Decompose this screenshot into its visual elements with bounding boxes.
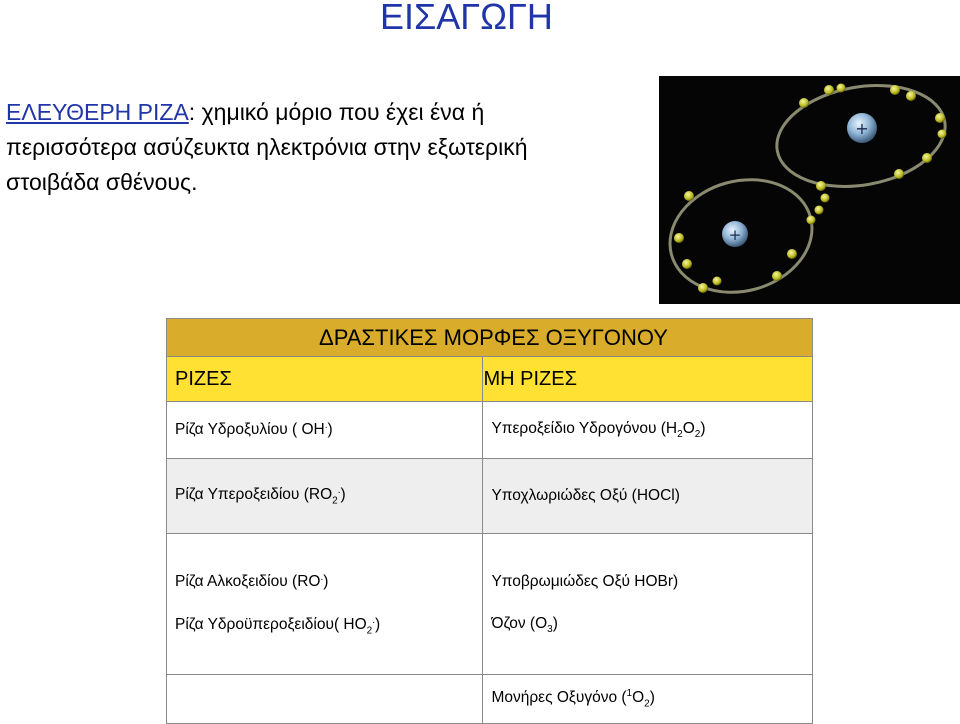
free-radical-term: ΕΛΕΥΘΕΡΗ ΡΙΖΑ: [6, 99, 189, 125]
intro-line3: στοιβάδα σθένους.: [6, 169, 198, 195]
non-radical-ozone: Όζον $(O_3)$: [491, 614, 558, 636]
non-radical-hypochlorous-acid: Υποχλωριώδες Οξύ (HOCl): [483, 459, 813, 534]
reactive-oxygen-species-table: [166, 318, 813, 724]
non-radical-cell-group: [483, 534, 813, 675]
column-non-radicals: ΜΗ ΡΙΖΕΣ: [483, 357, 813, 402]
non-radical-hydrogen-peroxide: Υπεροξείδιο Υδρογόνου $(H_2O_2)$: [483, 402, 813, 459]
radical-alkoxyl: Ρίζα Αλκοξειδίου (RO.): [175, 571, 329, 590]
table-header: ΔΡΑΣΤΙΚΕΣ ΜΟΡΦΕΣ ΟΞΥΓΟΝΟΥ: [167, 319, 813, 357]
intro-line1: : χημικό μόριο που έχει ένα ή: [188, 99, 485, 125]
radical-hydroxyl: Ρίζα Υδροξυλίου ( OH.): [167, 402, 483, 459]
radical-superoxide: Ρίζα Υπεροξειδίου $(RO_2^.)$: [167, 459, 483, 534]
column-radicals: ΡΙΖΕΣ: [167, 357, 483, 402]
page-title: ΕΙΣΑΓΩΓΗ: [380, 0, 553, 37]
intro-definition: [6, 95, 646, 200]
radical-cell-group: [167, 534, 483, 675]
plus-sign-1: +: [855, 119, 869, 138]
radical-hydroperoxyl: Ρίζα Υδροϋπεροξειδίου( $HO_2^.$): [175, 614, 381, 637]
intro-line2: περισσότερα ασύζευκτα ηλεκτρόνια στην εξωτερική: [6, 134, 528, 160]
empty-cell: [167, 675, 483, 724]
non-radical-singlet-oxygen: Μονήρες Οξυγόνο $(^1O_2)$: [483, 675, 813, 724]
atom-orbit-illustration: [659, 76, 960, 304]
plus-sign-2: +: [728, 226, 742, 244]
non-radical-hypobromous-acid: Υποβρωμιώδες Οξύ HOBr): [491, 572, 679, 590]
